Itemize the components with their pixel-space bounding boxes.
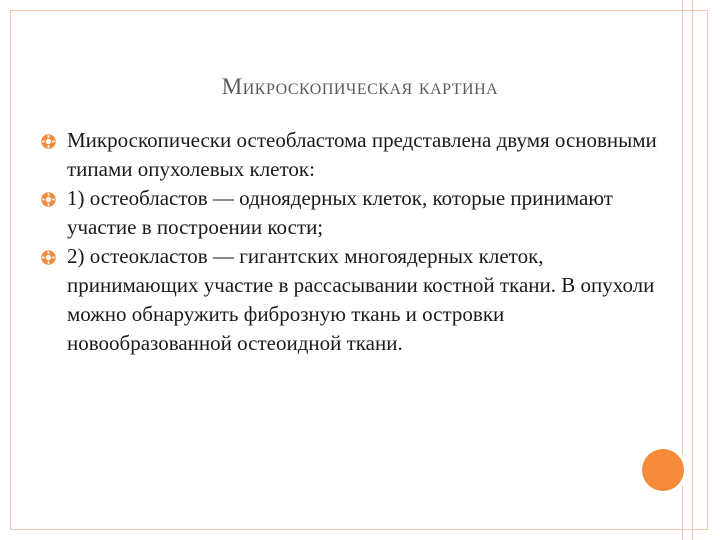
gear-bullet-icon bbox=[40, 191, 57, 208]
bullet-item-2 bbox=[40, 184, 660, 242]
bullet-text-2: 1) остеобластов — одноядерных клеток, которые принимают участие в построении кости; bbox=[67, 186, 613, 239]
bullet-item-3 bbox=[40, 242, 660, 358]
bullet-text-3: 2) остеокластов — гигантских многоядерных клеток, принимающих участие в рассасывании костной ткани. В опухоли можно обнаружить фиброзную ткань и островки новообразованной остеоидной ткани. bbox=[67, 244, 655, 355]
slide-title: Микроскопическая картина bbox=[221, 74, 499, 99]
bullet-list bbox=[40, 126, 660, 358]
gear-bullet-icon bbox=[40, 133, 57, 150]
bullet-text-1: Микроскопически остеобластома представлена двумя основными типами опухолевых клеток: bbox=[67, 128, 657, 181]
decorative-orange-circle bbox=[642, 449, 684, 491]
bullet-item-1 bbox=[40, 126, 660, 184]
gear-bullet-icon bbox=[40, 249, 57, 266]
